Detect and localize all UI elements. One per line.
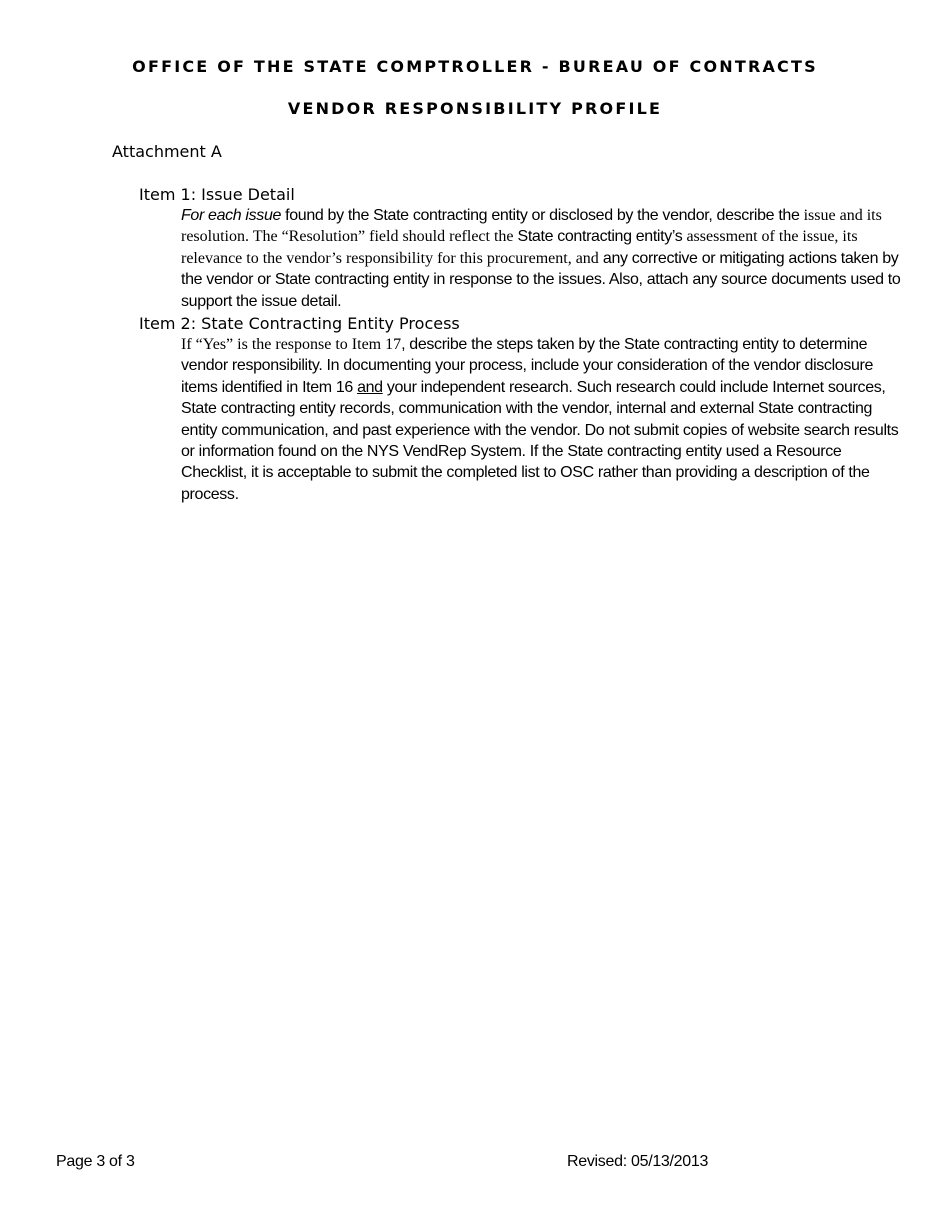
attachment-label: Attachment A: [112, 142, 222, 161]
item-1-text-e: any corrective or mitigating actions taken by the vendor or State contracting entity in response to the issues. Also, attach any source documents used to support the issue detail.: [181, 249, 901, 310]
office-title: OFFICE OF THE STATE COMPTROLLER - BUREAU OF CONTRACTS: [132, 57, 818, 76]
item-1-text-c: State contracting entity’s: [517, 228, 683, 246]
item-2-text-a: If “Yes” is the response to Item 17: [181, 336, 402, 353]
item-1-text-b: issue and its resolution. The “Resolution” field should reflect the: [181, 207, 882, 246]
item-2-underlined-and: and: [357, 378, 383, 396]
item-1-text-d: assessment of the issue, its relevance to the vendor’s responsibility for this procurement, and: [181, 228, 858, 267]
profile-title: VENDOR RESPONSIBILITY PROFILE: [287, 99, 663, 118]
item-2-text-c: your independent research. Such research could include Internet sources, State contracting entity records, communication with the vendor, internal and external State contracting entity communication, and past experience with the vendor. Do not submit copies of website search results or information found on the NYS VendRep System. If the State contracting entity used a Resource Checklist, it is acceptable to submit the completed list to OSC rather than providing a description of the process.: [181, 378, 899, 503]
item-1-text-a: found by the State contracting entity or disclosed by the vendor, describe the: [281, 207, 804, 224]
item-2-body: [181, 334, 901, 505]
page-number: Page 3 of 3: [56, 1153, 135, 1170]
item-1-body: [181, 205, 901, 312]
revised-date: Revised: 05/13/2013: [567, 1153, 709, 1170]
item-1-emphasis: For each issue: [181, 207, 282, 224]
item-2-heading: Item 2: State Contracting Entity Process: [139, 314, 460, 333]
item-2-text-b: , describe the steps taken by the State contracting entity to determine vendor responsibility. In documenting your process, include your consideration of the vendor disclosure items identified in Item 16: [181, 336, 874, 396]
item-1-heading: Item 1: Issue Detail: [139, 185, 295, 204]
